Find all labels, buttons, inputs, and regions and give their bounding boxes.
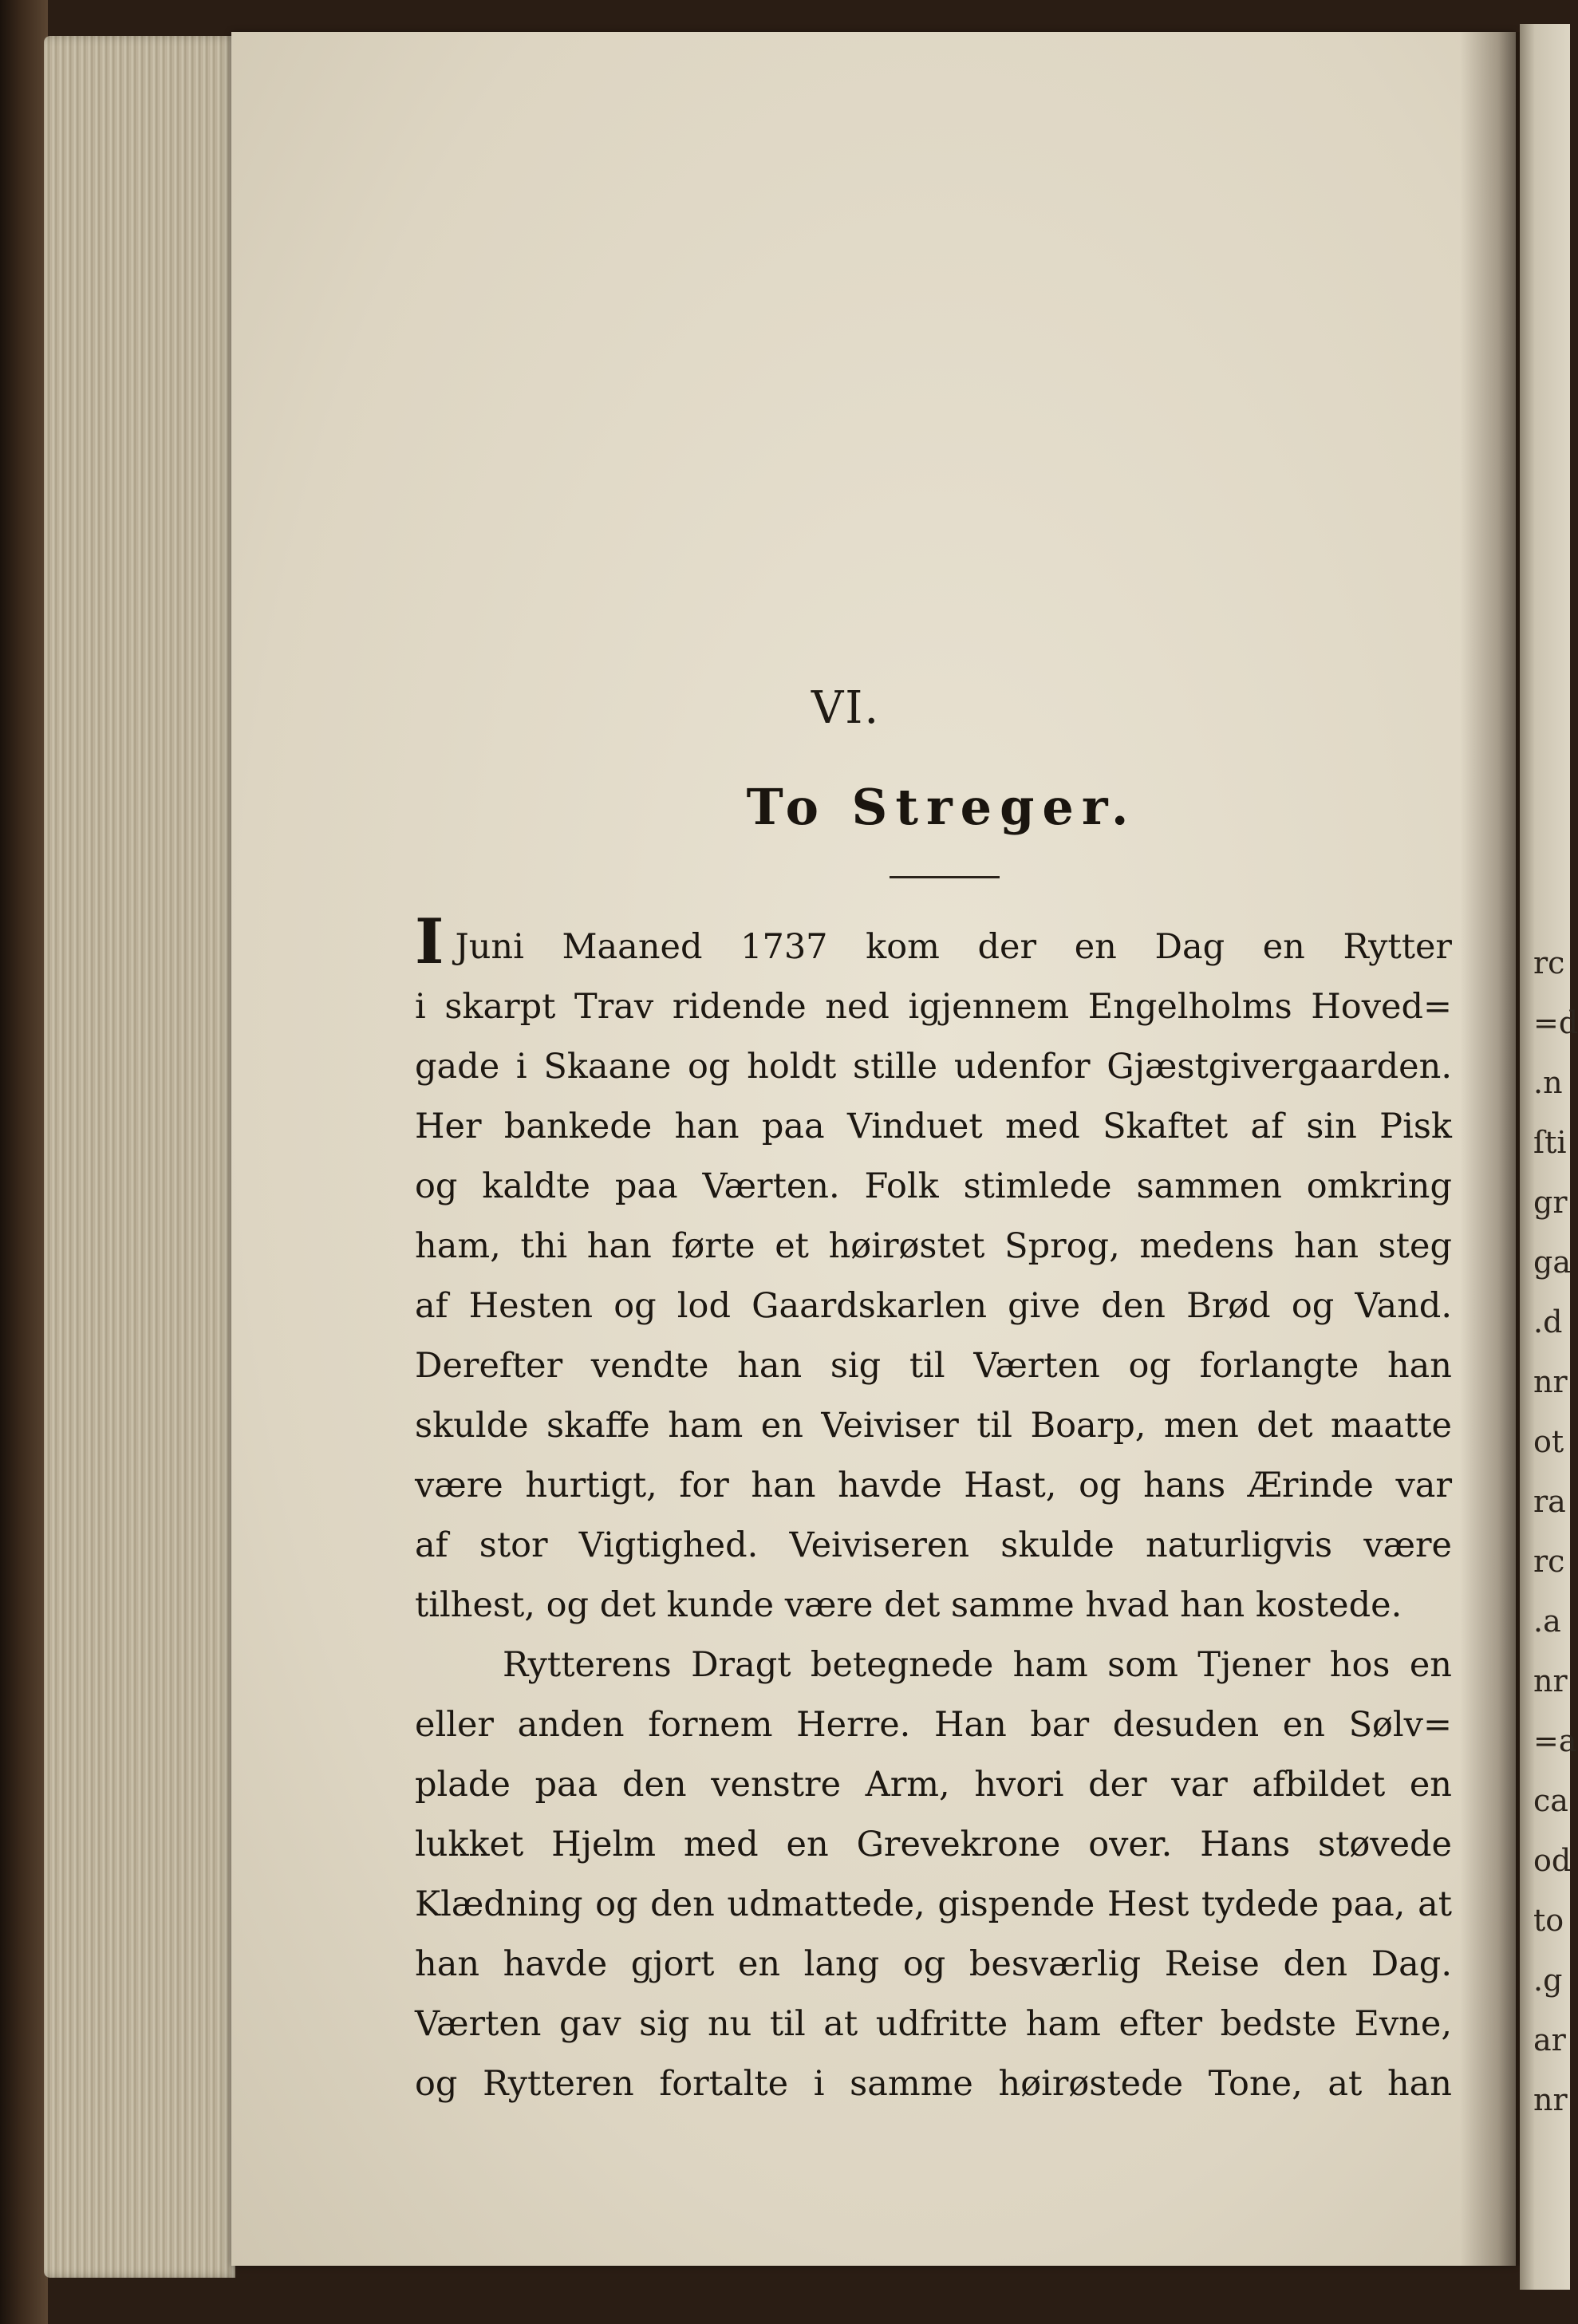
facing-page-fragment: ga [1533, 1245, 1571, 1280]
text-line: ham, thi han førte et høirøstet Sprog, medens han steg [415, 1226, 1452, 1266]
text-line: plade paa den venstre Arm, hvori der var afbildet en [415, 1765, 1452, 1805]
facing-page-text [1533, 933, 1578, 2130]
text-line: af stor Vigtighed. Veiviseren skulde naturligvis være [415, 1525, 1452, 1565]
drop-cap: I [415, 906, 444, 978]
facing-page-fragment: od [1533, 1843, 1572, 1878]
text-line: skulde skaffe ham en Veiviser til Boarp, men det maatte [415, 1406, 1452, 1446]
text-line: og Rytteren fortalte i samme høirøstede Tone, at han [415, 2064, 1452, 2104]
facing-page-fragment: rc [1533, 945, 1565, 980]
facing-page-fragment: gr [1533, 1185, 1568, 1220]
text-line: i skarpt Trav ridende ned igjennem Engelholms Hoved= [415, 987, 1452, 1027]
chapter-title: To Streger. [746, 778, 1137, 836]
book-cover-edge [0, 0, 48, 2324]
text-line: af Hesten og lod Gaardskarlen give den Brød og Vand. [415, 1286, 1452, 1326]
title-rule [890, 876, 1000, 878]
facing-page-fragment: ca [1533, 1783, 1568, 1818]
chapter-number: VI. [811, 682, 881, 734]
facing-page-fragment: rc [1533, 1544, 1565, 1579]
facing-page-fragment: ot [1533, 1424, 1564, 1459]
text-line: tilhest, og det kunde være det samme hvad han kostede. [415, 1585, 1402, 1625]
facing-page-fragment: ar [1533, 2022, 1566, 2058]
facing-page-fragment: nr [1533, 1663, 1568, 1699]
text-line: Rytterens Dragt betegnede ham som Tjener hos en [503, 1645, 1452, 1685]
facing-page-fragment: ra [1533, 1484, 1566, 1519]
page-edges [44, 36, 235, 2278]
text-line: lukket Hjelm med en Grevekrone over. Hans støvede [415, 1825, 1452, 1864]
facing-page-fragment: ſti [1533, 1125, 1567, 1160]
facing-page-fragment: nr [1533, 2082, 1568, 2117]
text-line: Værten gav sig nu til at udfritte ham efter bedste Evne, [415, 2004, 1452, 2044]
text-line: gade i Skaane og holdt stille udenfor Gjæstgivergaarden. [415, 1047, 1452, 1087]
facing-page-fragment: .g [1533, 1963, 1563, 1998]
text-line: Her bankede han paa Vinduet med Skaftet af sin Pisk [415, 1107, 1452, 1146]
facing-page-fragment: .a [1533, 1604, 1561, 1639]
facing-page-fragment: to [1533, 1903, 1564, 1938]
text-line: Klædning og den udmattede, gispende Hest tydede paa, at [415, 1884, 1452, 1924]
text-line: være hurtigt, for han havde Hast, og hans Ærinde var [415, 1466, 1452, 1505]
facing-page-fragment: .d [1533, 1304, 1563, 1340]
facing-page-fragment: =d [1533, 1005, 1578, 1040]
text-line: han havde gjort en lang og besværlig Reise den Dag. [415, 1944, 1452, 1984]
page-gutter-shadow [1460, 32, 1524, 2266]
text-line: Derefter vendte han sig til Værten og forlangte han [415, 1346, 1452, 1386]
text-line: og kaldte paa Værten. Folk stimlede sammen omkring [415, 1166, 1452, 1206]
body-text [415, 906, 1452, 2114]
facing-page-fragment: nr [1533, 1364, 1568, 1399]
text-line: I Juni Maaned 1737 kom der en Dag en Rytter [415, 906, 1452, 978]
text-line: eller anden fornem Herre. Han bar desuden en Sølv= [415, 1705, 1452, 1745]
facing-page-fragment: =a [1533, 1723, 1577, 1758]
facing-page-fragment: .n [1533, 1065, 1563, 1100]
